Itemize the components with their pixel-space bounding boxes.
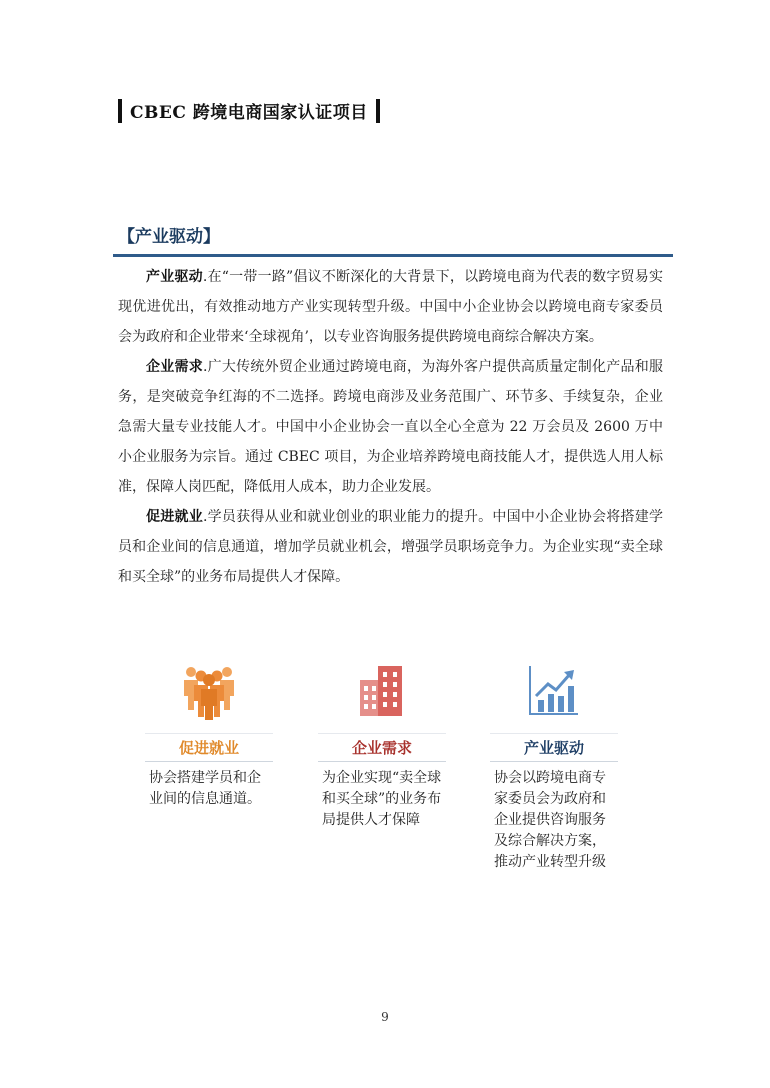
growth-chart-icon [490,655,618,725]
paragraph-text: .广大传统外贸企业通过跨境电商，为海外客户提供高质量定制化产品和服务，是突破竞争红海的不二选择。跨境电商涉及业务范围广、环节多、手续复杂，企业急需大量专业技能人才。中国中小企业协会一直以全心全意为 22 万会员及 2600 万中小企业服务为宗旨。通过 CBEC 项目，为企业培养跨境电商技能人才，提供选人用人标准，保障人岗匹配，降低用人成本，助力企业发展。 [118,359,663,495]
title-bar-left [118,99,122,123]
section-divider [113,254,673,257]
column-text: 协会搭建学员和企业间的信息通道。 [149,770,261,807]
feature-column-enterprise [318,655,446,831]
column-text: 协会以跨境电商专家委员会为政府和企业提供咨询服务及综合解决方案，推动产业转型升级 [494,770,606,870]
title-bar-right [376,99,380,123]
paragraph-lead: 产业驱动 [146,269,203,285]
feature-column-industry [490,655,618,873]
paragraph [118,262,663,352]
column-title: 企业需求 [318,733,446,762]
paragraph-text: .在“一带一路”倡议不断深化的大背景下，以跨境电商为代表的数字贸易实现优进优出，有效推动地方产业实现转型升级。中国中小企业协会以跨境电商专家委员会为政府和企业带来‘全球视角’，以专业咨询服务提供跨境电商综合解决方案。 [118,269,663,345]
people-icon [145,655,273,725]
body-text [118,262,663,592]
paragraph [118,352,663,502]
paragraph-lead: 促进就业 [146,509,203,525]
document-title [118,98,380,123]
buildings-icon [318,655,446,725]
paragraph [118,502,663,592]
paragraph-lead: 企业需求 [146,359,203,375]
page-title: CBEC 跨境电商国家认证项目 [130,103,368,123]
column-title: 产业驱动 [490,733,618,762]
column-title: 促进就业 [145,733,273,762]
paragraph-text: .学员获得从业和就业创业的职业能力的提升。中国中小企业协会将搭建学员和企业间的信息通道，增加学员就业机会，增强学员职场竞争力。为企业实现“卖全球和买全球”的业务布局提供人才保障。 [118,509,663,585]
section-heading: 【产业驱动】 [118,227,220,247]
feature-column-employment [145,655,273,810]
page-number: 9 [381,1010,389,1024]
column-text: 为企业实现“卖全球和买全球”的业务布局提供人才保障 [322,770,442,828]
